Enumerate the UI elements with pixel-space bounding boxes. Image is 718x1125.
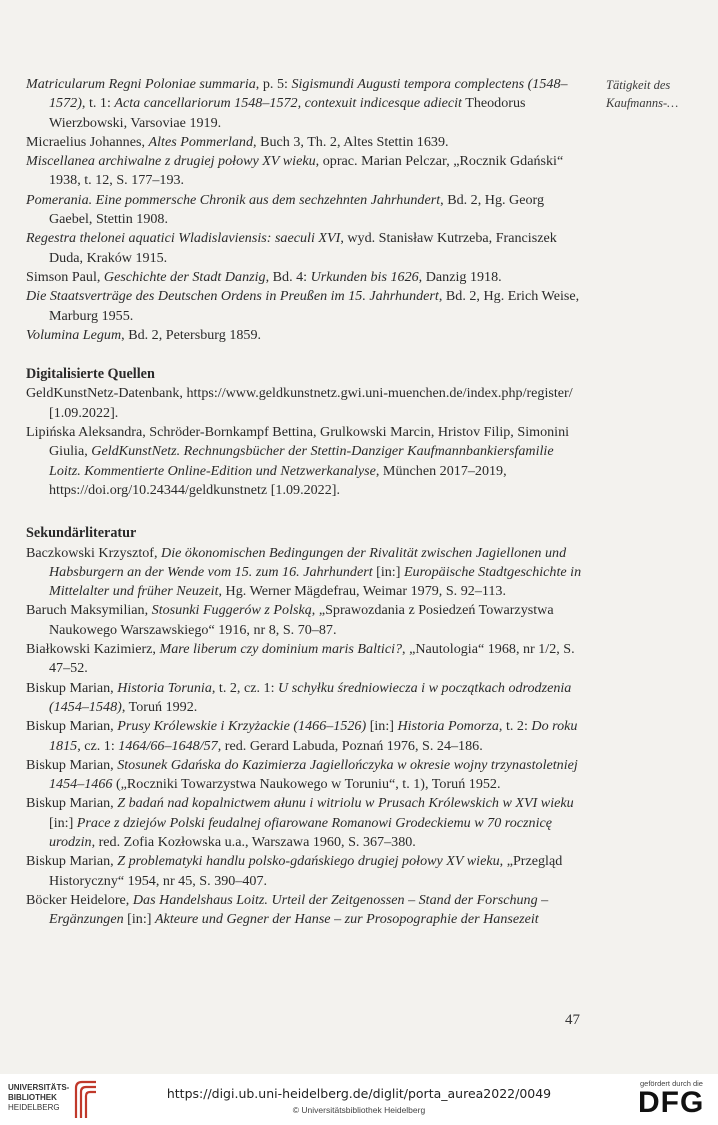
entry-title-text: Geschichte der Stadt Danzig	[103, 268, 266, 285]
entry-text: [in:]	[372, 563, 404, 580]
entry-text: Simson Paul,	[26, 268, 104, 285]
entry-title-text: Historia Torunia	[117, 679, 212, 696]
entry-title-text: Die Staatsverträge des Deutschen Ordens in Preußen im 15. Jahrhundert	[26, 288, 439, 305]
entry-title-text: 1464/66–1648/57	[118, 737, 218, 754]
entry-title-text: Matricularum Regni Poloniae summaria	[26, 76, 256, 92]
entry-title-text: Europäische Stadtgeschichte in Mittelalter und früher Neuzeit	[49, 563, 582, 600]
entry-text: Biskup Marian,	[26, 679, 118, 696]
entry-text: , Bd. 2, Hg. Erich Weise, Marburg 1955.	[49, 288, 580, 324]
bibliography-entry	[26, 229, 584, 268]
entry-text: , Danzig 1918.	[418, 268, 502, 285]
entry-title-text: Prusy Królewskie i Krzyżackie (1466–1526)	[117, 718, 367, 735]
entry-text: , t. 2:	[498, 718, 532, 735]
entry-title-text: Do roku 1815	[49, 718, 578, 754]
bibliography-entry	[26, 679, 584, 718]
entry-title-text: Urkunden bis 1626	[310, 268, 419, 285]
entry-text: Böcker Heidelore,	[26, 891, 133, 908]
entry-title-text: Volumina Legum	[26, 326, 122, 343]
entry-text: [in:]	[49, 814, 77, 831]
entry-title-text: Regestra thelonei aquatici Wladislaviensis: saeculi XVI	[26, 230, 341, 247]
bibliography-entry	[26, 601, 584, 640]
margin-note-line: Tätigkeit des	[606, 78, 671, 92]
bibliography-entry	[26, 891, 584, 930]
entry-text: , red. Gerard Labuda, Poznań 1976, S. 24–186.	[217, 737, 483, 754]
entry-text: , cz. 1:	[77, 737, 119, 754]
entry-text: Biskup Marian,	[26, 718, 118, 735]
entry-text: [in:]	[123, 911, 155, 928]
entry-text: Biskup Marian,	[26, 795, 118, 812]
entry-title-text: Prace z dziejów Polski feudalnej ofiarowane Romanowi Grodeckiemu w 70 rocznicę urodzin	[49, 814, 552, 850]
entry-title-text: Altes Pommerland	[148, 133, 254, 150]
entry-text: Baczkowski Krzysztof,	[26, 544, 162, 561]
entry-text: Micraelius Johannes,	[26, 133, 149, 150]
library-logo-line: UNIVERSITÄTS-	[8, 1083, 70, 1092]
dfg-caption: gefördert durch die	[640, 1079, 703, 1088]
bibliography-entry	[26, 191, 584, 230]
bibliography-entry	[26, 544, 584, 602]
dfg-logo[interactable]: DFG	[638, 1086, 705, 1119]
entry-text: , Buch 3, Th. 2, Altes Stettin 1639.	[253, 133, 449, 150]
copyright-notice: © Universitätsbibliothek Heidelberg	[292, 1105, 426, 1115]
bibliography-entry	[26, 75, 584, 133]
digital-sources-list	[26, 384, 584, 500]
bibliography-entry	[26, 717, 584, 756]
entry-text: , München 2017–2019, https://doi.org/10.24344/geldkunstnetz [1.09.2022].	[49, 462, 507, 498]
entry-text: , p. 5:	[255, 76, 292, 92]
entry-title-text: Acta cancellariorum 1548–1572, contexuit indicesque adiecit	[114, 95, 462, 112]
entry-title-text: Sigismundi Augusti tempora complectens (1548–1572)	[49, 76, 568, 112]
entry-title-text: U schyłku średniowiecza i w początkach odrodzenia (1454–1548)	[49, 679, 572, 715]
entry-text: („Roczniki Towarzystwa Naukowego w Toruniu“, t. 1), Toruń 1952.	[112, 776, 501, 793]
entry-title-text: Pomerania. Eine pommersche Chronik aus dem sechzehnten Jahrhundert	[26, 191, 441, 208]
primary-sources-list	[26, 75, 584, 345]
bibliography-entry	[26, 640, 584, 679]
entry-title-text: Die ökonomischen Bedingungen der Rivalität zwischen Jagiellonen und Habsburgern an der Wende vom 15. zum 16. Jahrhundert	[49, 544, 567, 580]
entry-text: , wyd. Stanisław Kutrzeba, Franciszek Duda, Kraków 1915.	[49, 230, 557, 266]
secondary-literature-list	[26, 544, 584, 930]
secondary-literature-heading: Sekundärliteratur	[26, 525, 137, 542]
bibliography-entry	[26, 287, 584, 326]
entry-title-text: Stosunki Fuggerów z Polską	[151, 602, 312, 619]
permalink-url[interactable]: https://digi.ub.uni-heidelberg.de/diglit/porta_aurea2022/0049	[166, 1086, 552, 1101]
entry-title-text: Akteure und Gegner der Hanse – zur Prosopographie der Hansezeit	[154, 911, 539, 928]
entry-text: Theodorus Wierzbowski, Varsoviae 1919.	[49, 95, 526, 131]
entry-text: , „Nautologia“ 1968, nr 1/2, S. 47–52.	[49, 641, 575, 677]
entry-title-text: Mare liberum czy dominium maris Baltici?	[159, 641, 403, 658]
entry-title-text: Das Handelshaus Loitz. Urteil der Zeitgenossen – Stand der Forschung – Ergänzungen	[49, 891, 549, 928]
library-logo-line: BIBLIOTHEK	[8, 1093, 57, 1102]
viewer-footer	[0, 1074, 718, 1125]
entry-text: , „Przegląd Historyczny“ 1954, nr 45, S. 390–407.	[49, 853, 563, 889]
entry-text: , Toruń 1992.	[121, 698, 198, 715]
entry-text: [in:]	[366, 718, 398, 735]
library-logo-line: HEIDELBERG	[8, 1103, 60, 1112]
entry-title-text: Miscellanea archiwalne z drugiej połowy XV wieku	[26, 153, 316, 170]
entry-title-text: Z problematyki handlu polsko-gdańskiego drugiej połowy XV wieku	[117, 853, 500, 870]
entry-title-text: Historia Pomorza	[397, 718, 499, 735]
bibliography-entry	[26, 756, 584, 795]
entry-text: , „Sprawozdania z Posiedzeń Towarzystwa Naukowego Warszawskiego“ 1916, nr 8, S. 70–87.	[49, 602, 554, 638]
bibliography-entry	[26, 152, 584, 191]
entry-text: Baruch Maksymilian,	[26, 602, 152, 619]
entry-text: , Bd. 4:	[265, 268, 311, 285]
entry-text: Biskup Marian,	[26, 853, 118, 870]
entry-text: , Hg. Werner Mägdefrau, Weimar 1979, S. 92–113.	[218, 583, 507, 600]
bibliography-entry	[26, 794, 584, 852]
entry-text: Biskup Marian,	[26, 756, 118, 773]
margin-note-line: Kaufmanns-…	[606, 96, 679, 110]
entry-title-text: GeldKunstNetz. Rechnungsbücher der Stettin-Danziger Kaufmannbankiersfamilie Loitz. Kommentierte Online-Edition und Netzwerkanalyse	[49, 443, 554, 479]
entry-text: , Bd. 2, Petersburg 1859.	[121, 326, 262, 343]
bibliography-entry	[26, 268, 584, 287]
bibliography-entry	[26, 326, 584, 345]
digital-sources-heading: Digitalisierte Quellen	[26, 366, 155, 383]
bibliography-entry	[26, 423, 584, 500]
bibliography-entry	[26, 852, 584, 891]
entry-text: Białkowski Kazimierz,	[26, 641, 160, 658]
margin-note	[606, 76, 714, 112]
entry-text: , oprac. Marian Pelczar, „Rocznik Gdański“ 1938, t. 12, S. 177–193.	[49, 153, 564, 189]
entry-text: , red. Zofia Kozłowska u.a., Warszawa 1960, S. 367–380.	[91, 833, 416, 850]
entry-text: GeldKunstNetz-Datenbank, https://www.geldkunstnetz.gwi.uni-muenchen.de/index.php/register/ [1.09.2022].	[26, 385, 573, 421]
bibliography	[26, 75, 584, 929]
page-number: 47	[565, 1012, 580, 1028]
entry-title-text: Stosunek Gdańska do Kazimierza Jagiellończyka w okresie wojny trzynastoletniej 1454–1466	[49, 756, 578, 793]
bibliography-entry	[26, 133, 584, 152]
entry-text: , Bd. 2, Hg. Georg Gaebel, Stettin 1908.	[49, 191, 545, 228]
entry-text: , t. 2, cz. 1:	[211, 679, 279, 696]
entry-text: , t. 1:	[81, 95, 115, 112]
entry-text: Lipińska Aleksandra, Schröder-Bornkampf Bettina, Grulkowski Marcin, Hristov Filip, Simonini Giulia,	[26, 424, 570, 460]
entry-title-text: Z badań nad kopalnictwem ałunu i witriolu w Prusach Królewskich w XVI wieku	[117, 795, 574, 812]
bibliography-entry	[26, 384, 584, 423]
